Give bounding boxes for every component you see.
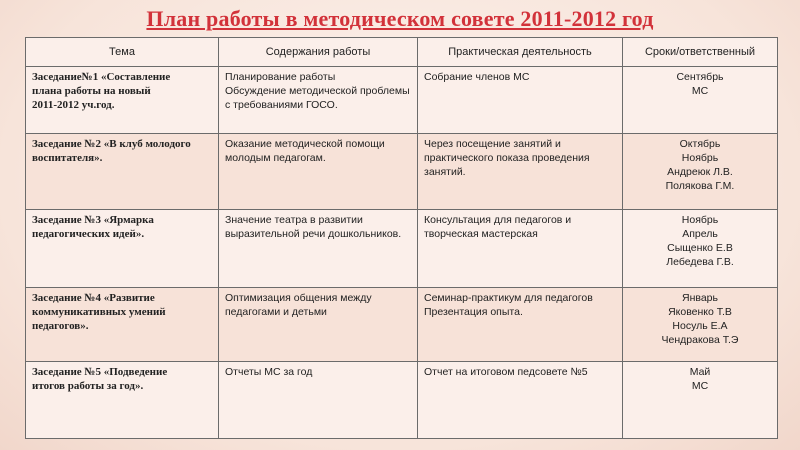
responsible-line: Чендракова Т.Э bbox=[661, 334, 739, 347]
practice-line: практического показа проведения bbox=[424, 151, 590, 164]
responsible-line: Ноябрь bbox=[681, 151, 719, 164]
content-cell bbox=[219, 362, 418, 439]
topic-line: Заседание №5 «Подведение bbox=[32, 366, 168, 379]
column-header-responsible: Сроки/ответственный bbox=[623, 38, 778, 67]
practice-cell bbox=[418, 210, 623, 288]
topic-line: Заседание №4 «Развитие bbox=[32, 292, 155, 305]
content-line: с требованиями ГОСО. bbox=[225, 99, 338, 111]
content-line: выразительной речи дошкольников. bbox=[225, 228, 402, 241]
topic-line: педагогических идей». bbox=[32, 228, 145, 241]
topic-cell bbox=[26, 210, 219, 288]
topic-line: воспитателя». bbox=[32, 151, 103, 164]
content-cell bbox=[219, 133, 418, 210]
topic-line: Заседание №3 «Ярмарка bbox=[32, 214, 154, 227]
responsible-line: МС bbox=[691, 85, 709, 97]
practice-line: Презентация опыта. bbox=[424, 306, 523, 319]
table-row bbox=[26, 362, 778, 439]
topic-cell bbox=[26, 133, 219, 210]
content-line: Значение театра в развитии bbox=[225, 214, 363, 227]
topic-line: плана работы на новый bbox=[32, 85, 151, 97]
responsible-line: Носуль Е.А bbox=[672, 320, 728, 333]
responsible-line: Ноябрь bbox=[681, 214, 719, 227]
content-cell bbox=[219, 67, 418, 134]
topic-line: Заседание№1 «Составление bbox=[32, 71, 171, 83]
topic-line: педагогов». bbox=[32, 320, 89, 333]
content-cell bbox=[219, 288, 418, 362]
column-header-topic: Тема bbox=[26, 38, 219, 67]
plan-table bbox=[25, 37, 778, 439]
practice-cell bbox=[418, 67, 623, 134]
content-cell bbox=[219, 210, 418, 288]
responsible-line: Яковенко Т.В bbox=[668, 306, 732, 319]
responsible-line: Апрель bbox=[682, 228, 718, 241]
responsible-line: Сентябрь bbox=[676, 71, 724, 83]
responsible-line: Май bbox=[689, 366, 711, 379]
responsible-line: Лебедева Г.В. bbox=[666, 256, 734, 269]
table-row bbox=[26, 288, 778, 362]
column-header-content: Содержания работы bbox=[219, 38, 418, 67]
practice-line: Семинар-практикум для педагогов bbox=[424, 292, 593, 305]
topic-cell bbox=[26, 67, 219, 134]
responsible-cell bbox=[623, 133, 778, 210]
practice-cell bbox=[418, 288, 623, 362]
topic-cell bbox=[26, 362, 219, 439]
practice-cell bbox=[418, 133, 623, 210]
content-line: педагогами и детьми bbox=[225, 306, 327, 319]
practice-line: Собрание членов МС bbox=[424, 71, 530, 83]
responsible-cell bbox=[623, 210, 778, 288]
responsible-line: Октябрь bbox=[679, 137, 721, 150]
responsible-line: Сыщенко Е.В bbox=[667, 242, 733, 255]
content-line: Обсуждение методической проблемы bbox=[225, 85, 410, 97]
responsible-line: Полякова Г.М. bbox=[665, 179, 735, 192]
practice-line: занятий. bbox=[424, 165, 466, 178]
responsible-line: Январь bbox=[682, 292, 718, 305]
table-row bbox=[26, 210, 778, 288]
page-title: План работы в методическом совете 2011-2012 год bbox=[146, 6, 654, 31]
topic-cell bbox=[26, 288, 219, 362]
responsible-cell bbox=[623, 67, 778, 134]
content-line: молодым педагогам. bbox=[225, 151, 326, 164]
practice-line: Отчет на итоговом педсовете №5 bbox=[424, 366, 588, 379]
practice-cell bbox=[418, 362, 623, 439]
responsible-line: Андреюк Л.В. bbox=[667, 165, 733, 178]
topic-line: итогов работы за год». bbox=[32, 380, 144, 393]
content-line: Оказание методической помощи bbox=[225, 137, 385, 150]
table-row bbox=[26, 67, 778, 134]
responsible-line: МС bbox=[691, 380, 709, 393]
practice-line: Консультация для педагогов и bbox=[424, 214, 572, 227]
content-line: Планирование работы bbox=[225, 71, 336, 83]
content-line: Отчеты МС за год bbox=[225, 366, 313, 379]
responsible-cell bbox=[623, 362, 778, 439]
topic-line: 2011-2012 уч.год. bbox=[32, 99, 115, 111]
table-header-row bbox=[26, 38, 778, 67]
content-line: Оптимизация общения между bbox=[225, 292, 372, 305]
topic-line: коммуникативных умений bbox=[32, 306, 166, 319]
topic-line: Заседание №2 «В клуб молодого bbox=[32, 137, 191, 150]
responsible-cell bbox=[623, 288, 778, 362]
table-row bbox=[26, 133, 778, 210]
column-header-practice: Практическая деятельность bbox=[418, 38, 623, 67]
practice-line: Через посещение занятий и bbox=[424, 137, 561, 150]
practice-line: творческая мастерская bbox=[424, 228, 538, 241]
